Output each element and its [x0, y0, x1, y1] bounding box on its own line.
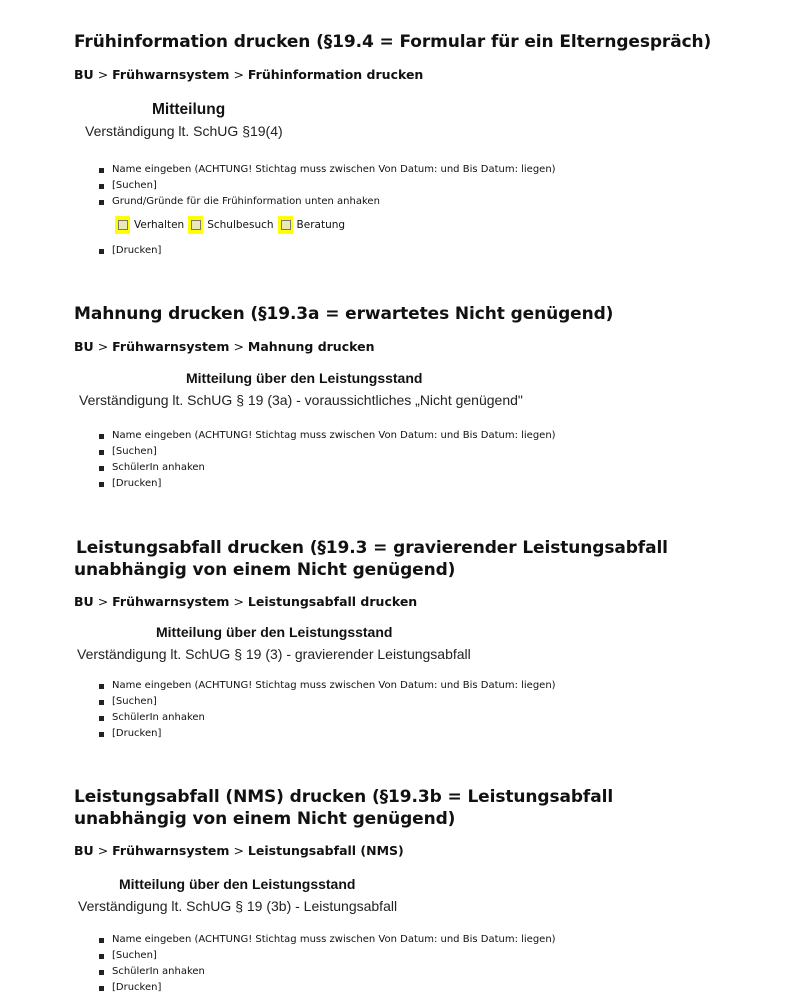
step-text: [Drucken] — [112, 982, 162, 993]
step-item — [98, 710, 556, 726]
section-4-mitteilung-title: Mitteilung über den Leistungsstand — [119, 876, 356, 892]
bullet-icon — [99, 954, 104, 959]
section-1-steps — [98, 162, 556, 210]
breadcrumb-item: BU — [74, 843, 94, 858]
section-3-breadcrumb — [74, 594, 417, 609]
bullet-icon — [99, 986, 104, 991]
section-2-title: Mahnung drucken (§19.3a = erwartetes Nicht genügend) — [74, 304, 614, 324]
checkbox-label: Beratung — [296, 219, 346, 231]
bullet-icon — [99, 200, 104, 205]
bullet-icon — [99, 700, 104, 705]
step-text: [Suchen] — [112, 180, 157, 191]
step-text: Name eingeben (ACHTUNG! Stichtag muss zwischen Von Datum: und Bis Datum: liegen) — [112, 680, 556, 691]
step-item — [98, 178, 556, 194]
breadcrumb-item: BU — [74, 339, 94, 354]
breadcrumb-separator: > — [233, 843, 244, 858]
step-text: SchülerIn anhaken — [112, 966, 205, 977]
bullet-icon — [99, 684, 104, 689]
step-item — [98, 964, 556, 980]
breadcrumb-separator: > — [233, 594, 244, 609]
section-4-steps — [98, 932, 556, 996]
step-text: [Drucken] — [112, 478, 162, 489]
step-text: Name eingeben (ACHTUNG! Stichtag muss zwischen Von Datum: und Bis Datum: liegen) — [112, 934, 556, 945]
step-text: [Drucken] — [112, 245, 162, 256]
step-text: Name eingeben (ACHTUNG! Stichtag muss zwischen Von Datum: und Bis Datum: liegen) — [112, 430, 556, 441]
title-line: Leistungsabfall (NMS) drucken (§19.3b = Leistungsabfall — [74, 787, 614, 807]
step-item — [98, 948, 556, 964]
breadcrumb-item: Leistungsabfall drucken — [247, 594, 418, 609]
section-1-reason-checkboxes — [115, 216, 349, 234]
step-item — [98, 243, 161, 259]
bullet-icon — [99, 716, 104, 721]
section-4-breadcrumb — [74, 843, 404, 858]
breadcrumb-item: Frühinformation drucken — [247, 67, 424, 82]
bullet-icon — [99, 434, 104, 439]
breadcrumb-separator: > — [233, 339, 244, 354]
bullet-icon — [99, 938, 104, 943]
step-text: [Suchen] — [112, 446, 157, 457]
breadcrumb-item: BU — [74, 594, 94, 609]
checkbox-schulbesuch[interactable] — [188, 216, 203, 234]
breadcrumb-separator: > — [97, 843, 109, 858]
bullet-icon — [99, 184, 104, 189]
checkbox-beratung[interactable] — [278, 216, 293, 234]
section-1-mitteilung-subtitle: Verständigung lt. SchUG §19(4) — [85, 123, 283, 139]
section-1-title: Frühinformation drucken (§19.4 = Formular für ein Elterngespräch) — [74, 32, 712, 52]
step-item — [98, 444, 556, 460]
breadcrumb-separator: > — [97, 67, 109, 82]
step-text: SchülerIn anhaken — [112, 712, 205, 723]
breadcrumb-item: Leistungsabfall (NMS) — [247, 843, 404, 858]
step-item — [98, 726, 556, 742]
checkbox-label: Verhalten — [134, 219, 185, 231]
breadcrumb-separator: > — [97, 594, 109, 609]
bullet-icon — [99, 732, 104, 737]
breadcrumb-separator: > — [97, 339, 109, 354]
breadcrumb-item: Frühwarnsystem — [112, 594, 230, 609]
step-item — [98, 194, 556, 210]
step-text: SchülerIn anhaken — [112, 462, 205, 473]
section-1-mitteilung-title: Mitteilung — [152, 101, 226, 118]
section-3-mitteilung-title: Mitteilung über den Leistungsstand — [156, 624, 393, 640]
step-text: [Suchen] — [112, 696, 157, 707]
step-item — [98, 694, 556, 710]
bullet-icon — [99, 466, 104, 471]
bullet-icon — [99, 168, 104, 173]
breadcrumb-item: Frühwarnsystem — [112, 67, 230, 82]
bullet-icon — [99, 249, 104, 254]
section-4-mitteilung-subtitle: Verständigung lt. SchUG § 19 (3b) - Leistungsabfall — [78, 898, 398, 914]
breadcrumb-item: Mahnung drucken — [247, 339, 375, 354]
breadcrumb-item: Frühwarnsystem — [112, 339, 230, 354]
bullet-icon — [99, 450, 104, 455]
bullet-icon — [99, 482, 104, 487]
step-item — [98, 162, 556, 178]
step-item — [98, 980, 556, 996]
section-2-breadcrumb — [74, 339, 374, 354]
checkbox-label: Schulbesuch — [207, 219, 274, 231]
step-text: Name eingeben (ACHTUNG! Stichtag muss zwischen Von Datum: und Bis Datum: liegen) — [112, 164, 556, 175]
breadcrumb-item: BU — [74, 67, 94, 82]
title-line: unabhängig von einem Nicht genügend) — [74, 809, 456, 829]
step-item — [98, 678, 556, 694]
step-text: Grund/Gründe für die Frühinformation unten anhaken — [112, 196, 380, 207]
title-line: unabhängig von einem Nicht genügend) — [74, 560, 456, 580]
breadcrumb-item: Frühwarnsystem — [112, 843, 230, 858]
section-2-mitteilung-subtitle: Verständigung lt. SchUG § 19 (3a) - voraussichtliches „Nicht genügend" — [79, 392, 523, 408]
step-text: [Suchen] — [112, 950, 157, 961]
section-2-steps — [98, 428, 556, 492]
section-3-title — [76, 537, 668, 581]
step-item — [98, 428, 556, 444]
step-item — [98, 460, 556, 476]
checkbox-verhalten[interactable] — [115, 216, 130, 234]
breadcrumb-separator: > — [233, 67, 244, 82]
step-item — [98, 476, 556, 492]
section-1-breadcrumb — [74, 67, 423, 82]
section-3-steps — [98, 678, 556, 742]
title-line: Leistungsabfall drucken (§19.3 = gravierender Leistungsabfall — [76, 538, 668, 558]
step-item — [98, 932, 556, 948]
section-1-steps-continued — [98, 243, 161, 259]
section-3-mitteilung-subtitle: Verständigung lt. SchUG § 19 (3) - gravierender Leistungsabfall — [77, 646, 471, 662]
bullet-icon — [99, 970, 104, 975]
section-2-mitteilung-title: Mitteilung über den Leistungsstand — [186, 370, 423, 386]
section-4-title — [74, 786, 613, 830]
step-text: [Drucken] — [112, 728, 162, 739]
